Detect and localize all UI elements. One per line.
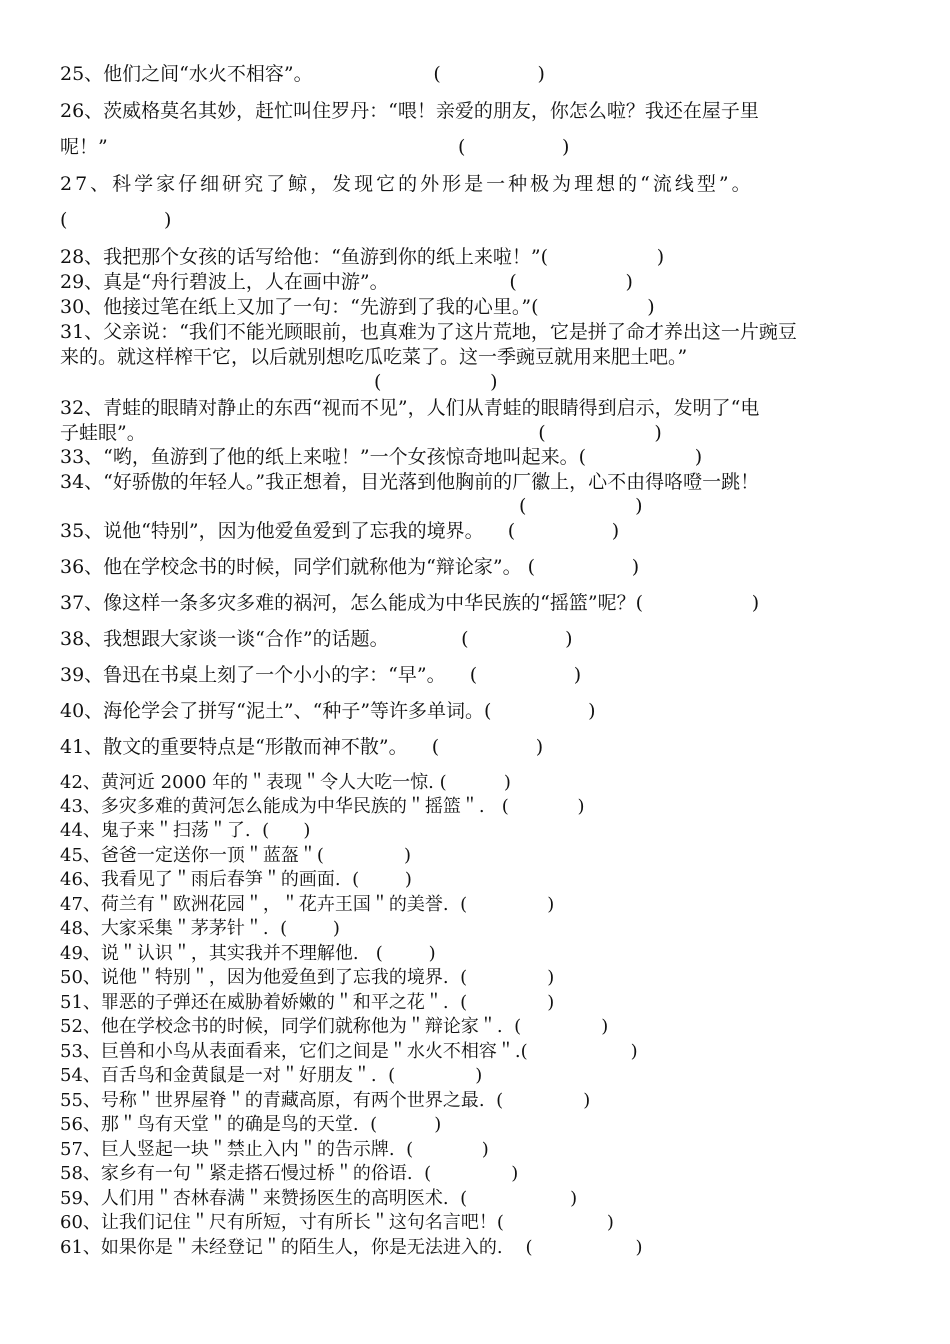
question-41: 41、散文的重要特点是“形散而神不散”。 ( ) [60, 736, 544, 758]
question-27-cont: ( ) [60, 209, 172, 231]
question-36: 36、他在学校念书的时候，同学们就称他为“辩论家”。 ( ) [60, 556, 640, 578]
question-58: 58、家乡有一句＂紧走搭石慢过桥＂的俗语. ( ) [60, 1163, 519, 1184]
question-45: 45、爸爸一定送你一顶＂蓝盔＂( ) [60, 845, 412, 866]
question-31-blank: ( ) [60, 371, 498, 393]
question-44: 44、鬼子来＂扫荡＂了. ( ) [60, 820, 311, 841]
question-34-blank: ( ) [60, 495, 643, 517]
question-27: 27、科学家仔细研究了鲸，发现它的外形是一种极为理想的“流线型”。 [60, 173, 754, 195]
question-26-cont: 呢！” ( ) [60, 136, 570, 158]
question-25: 25、他们之间“水火不相容”。 ( ) [60, 63, 545, 85]
question-32-cont: 子蛙眼”。 ( ) [60, 422, 662, 444]
question-52: 52、他在学校念书的时候，同学们就称他为＂辩论家＂. ( ) [60, 1016, 609, 1037]
question-26: 26、茨威格莫名其妙，赶忙叫住罗丹：“喂！亲爱的朋友，你怎么啦？我还在屋子里 [60, 100, 759, 122]
question-32: 32、青蛙的眼睛对静止的东西“视而不见”，人们从青蛙的眼睛得到启示，发明了“电 [60, 397, 760, 419]
question-35: 35、说他“特别”，因为他爱鱼爱到了忘我的境界。 ( ) [60, 520, 620, 542]
question-34: 34、“好骄傲的年轻人。”我正想着，目光落到他胸前的厂徽上，心不由得咯噔一跳！ [60, 471, 760, 493]
question-31-cont: 来的。就这样榨干它，以后就别想吃瓜吃菜了。这一季豌豆就用来肥土吧。” [60, 346, 688, 368]
question-49: 49、说＂认识＂，其实我并不理解他. ( ) [60, 943, 436, 964]
question-54: 54、百舌鸟和金黄鼠是一对＂好朋友＂. ( ) [60, 1065, 483, 1086]
question-51: 51、罪恶的子弹还在威胁着娇嫩的＂和平之花＂. ( ) [60, 992, 555, 1013]
question-38: 38、我想跟大家谈一谈“合作”的话题。 ( ) [60, 628, 573, 650]
question-29: 29、真是“舟行碧波上，人在画中游”。 ( ) [60, 271, 633, 293]
question-57: 57、巨人竖起一块＂禁止入内＂的告示牌. ( ) [60, 1139, 489, 1160]
question-46: 46、我看见了＂雨后春笋＂的画面. ( ) [60, 869, 412, 890]
question-33: 33、“哟，鱼游到了他的纸上来啦！”一个女孩惊奇地叫起来。( ) [60, 446, 703, 468]
question-47: 47、荷兰有＂欧洲花园＂，＂花卉王国＂的美誉. ( ) [60, 894, 555, 915]
question-53: 53、巨兽和小鸟从表面看来，它们之间是＂水火不相容＂.( ) [60, 1041, 638, 1062]
question-50: 50、说他＂特别＂，因为他爱鱼到了忘我的境界. ( ) [60, 967, 555, 988]
question-56: 56、那＂鸟有天堂＂的确是鸟的天堂. ( ) [60, 1114, 442, 1135]
question-31: 31、父亲说：“我们不能光顾眼前，也真难为了这片荒地，它是拼了命才养出这一片豌豆 [60, 321, 797, 343]
question-28: 28、我把那个女孩的话写给他：“鱼游到你的纸上来啦！”( ) [60, 246, 665, 268]
question-61: 61、如果你是＂未经登记＂的陌生人，你是无法进入的. ( ) [60, 1237, 643, 1258]
question-59: 59、人们用＂杏林春满＂来赞扬医生的高明医术. ( ) [60, 1188, 578, 1209]
question-55: 55、号称＂世界屋脊＂的青藏高原，有两个世界之最. ( ) [60, 1090, 591, 1111]
question-42: 42、黄河近 2000 年的＂表现＂令人大吃一惊. ( ) [60, 772, 511, 793]
question-37: 37、像这样一条多灾多难的祸河，怎么能成为中华民族的“摇篮”呢？( ) [60, 592, 760, 614]
question-60: 60、让我们记住＂尺有所短，寸有所长＂这句名言吧！( ) [60, 1212, 614, 1233]
question-48: 48、大家采集＂茅茅针＂. ( ) [60, 918, 340, 939]
question-39: 39、鲁迅在书桌上刻了一个小小的字：“早”。 ( ) [60, 664, 582, 686]
question-30: 30、他接过笔在纸上又加了一句：“先游到了我的心里。”( ) [60, 296, 655, 318]
question-40: 40、海伦学会了拼写“泥土”、“种子”等许多单词。( ) [60, 700, 596, 722]
question-43: 43、多灾多难的黄河怎么能成为中华民族的＂摇篮＂. ( ) [60, 796, 585, 817]
